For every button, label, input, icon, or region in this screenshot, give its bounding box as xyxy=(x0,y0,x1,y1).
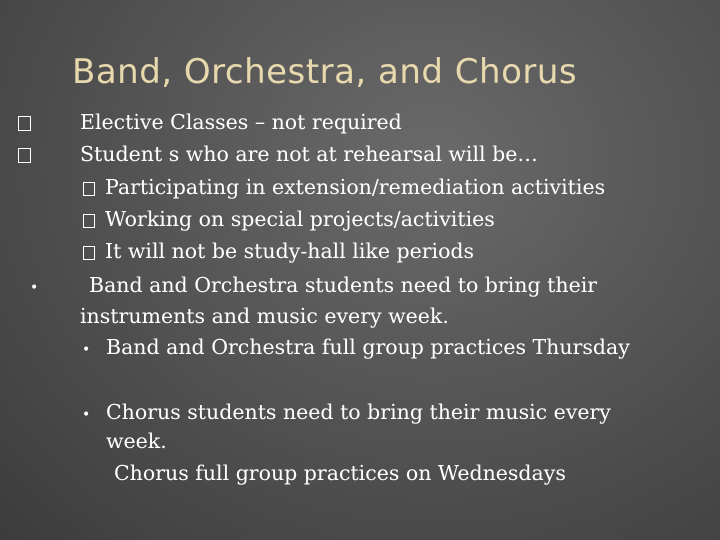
bullet-elective: Elective Classes – not required xyxy=(80,110,402,134)
bullet-box-icon xyxy=(18,112,31,133)
bullet-dot: • xyxy=(30,280,39,296)
sub-bullet-box-icon xyxy=(83,177,95,198)
chorus-line1: Chorus students need to bring their music every xyxy=(106,400,611,424)
bullet-dot: • xyxy=(82,407,91,423)
bullet-absent-students: Student s who are not at rehearsal will be… xyxy=(80,142,538,166)
sub-bullet-study-hall: It will not be study-hall like periods xyxy=(105,239,475,263)
bullet-dot: • xyxy=(82,342,91,358)
sub-bullet-box-icon xyxy=(83,241,95,262)
sub-bullet-box-icon xyxy=(83,209,95,230)
band-orchestra-line1: Band and Orchestra students need to bring their xyxy=(89,273,598,297)
sub-bullet-extension: Participating in extension/remediation activities xyxy=(105,175,606,199)
bullet-box-icon xyxy=(18,144,31,165)
band-orchestra-line2: instruments and music every week. xyxy=(80,304,449,328)
chorus-line2: week. xyxy=(106,429,167,453)
chorus-practice: Chorus full group practices on Wednesdays xyxy=(114,461,566,485)
slide-title: Band, Orchestra, and Chorus xyxy=(72,52,578,92)
sub-bullet-projects: Working on special projects/activities xyxy=(105,207,495,231)
band-orchestra-practice: Band and Orchestra full group practices Thursday xyxy=(106,335,630,359)
